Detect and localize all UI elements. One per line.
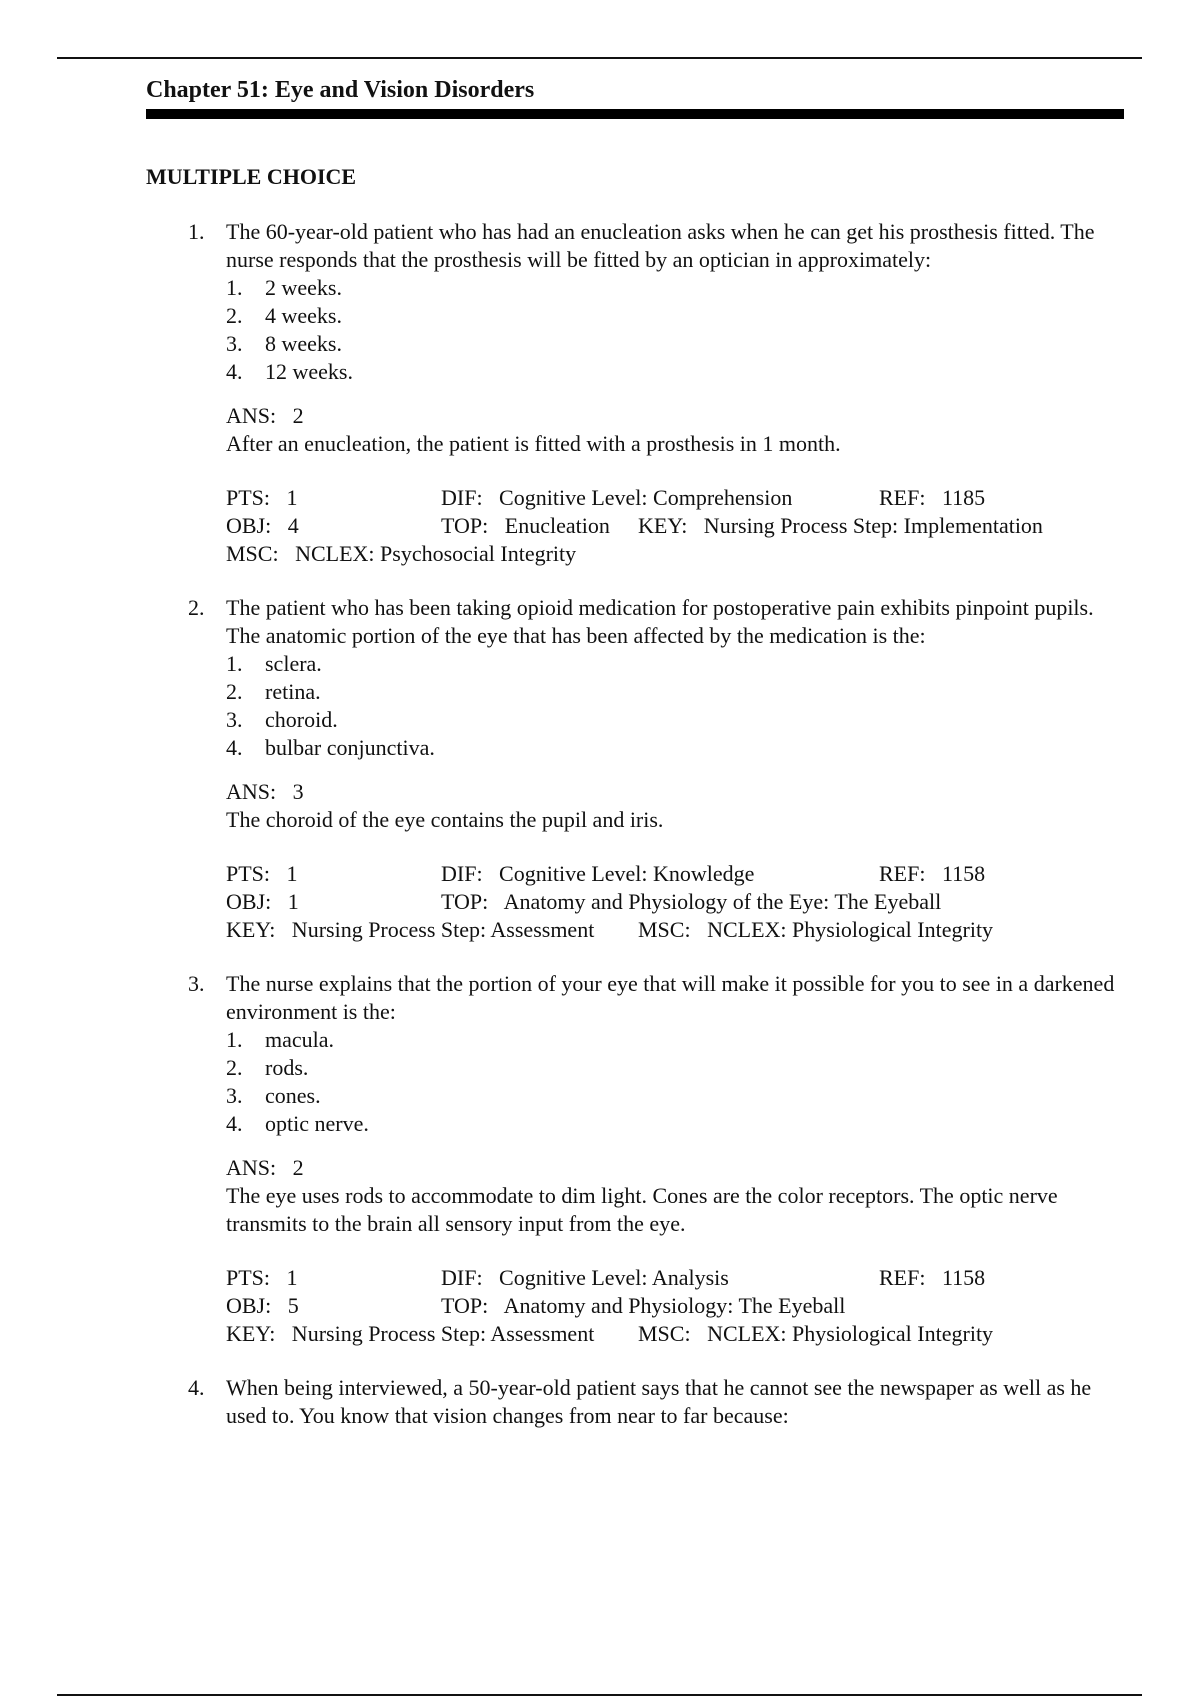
answer-options xyxy=(226,650,1124,762)
option-number: 2. xyxy=(226,679,243,704)
option-item xyxy=(226,358,1124,386)
document-page xyxy=(146,73,1124,1430)
meta-row xyxy=(226,1320,1124,1348)
meta-key: KEY: Nursing Process Step: Implementation xyxy=(638,513,1043,538)
meta-obj: OBJ: 1 xyxy=(226,889,299,914)
option-item xyxy=(226,678,1124,706)
answer-key: ANS: 2 xyxy=(226,1155,304,1180)
chapter-title: Chapter 51: Eye and Vision Disorders xyxy=(146,77,535,103)
meta-msc: MSC: NCLEX: Physiological Integrity xyxy=(638,1321,994,1346)
meta-pts: PTS: 1 xyxy=(226,485,298,510)
meta-pts: PTS: 1 xyxy=(226,861,298,886)
option-number: 3. xyxy=(226,331,243,356)
option-item xyxy=(226,1026,1124,1054)
title-underline-bar xyxy=(146,109,1124,119)
option-item xyxy=(226,706,1124,734)
meta-top: TOP: Enucleation xyxy=(441,513,610,538)
option-item xyxy=(226,274,1124,302)
option-item xyxy=(226,1054,1124,1082)
meta-key: KEY: Nursing Process Step: Assessment xyxy=(226,917,595,942)
question-metadata xyxy=(226,484,1124,568)
meta-top: TOP: Anatomy and Physiology: The Eyeball xyxy=(441,1293,846,1318)
option-number: 2. xyxy=(226,1055,243,1080)
meta-dif: DIF: Cognitive Level: Comprehension xyxy=(441,485,793,510)
meta-ref: REF: 1158 xyxy=(879,1265,986,1290)
question-metadata xyxy=(226,860,1124,944)
meta-top: TOP: Anatomy and Physiology of the Eye: The Eyeball xyxy=(441,889,942,914)
question-4 xyxy=(146,1374,1124,1430)
option-text: sclera. xyxy=(265,651,322,676)
meta-pts: PTS: 1 xyxy=(226,1265,298,1290)
meta-obj: OBJ: 5 xyxy=(226,1293,299,1318)
option-item xyxy=(226,302,1124,330)
question-metadata xyxy=(226,1264,1124,1348)
option-text: 12 weeks. xyxy=(265,359,353,384)
question-1 xyxy=(146,218,1124,568)
question-stem: The patient who has been taking opioid medication for postoperative pain exhibits pinpoint pupils. The anatomic portion of the eye that has been affected by the medication is the: xyxy=(226,595,1094,648)
option-item xyxy=(226,734,1124,762)
meta-msc: MSC: NCLEX: Psychosocial Integrity xyxy=(226,541,577,566)
option-text: rods. xyxy=(265,1055,309,1080)
option-item xyxy=(226,1110,1124,1138)
meta-key: KEY: Nursing Process Step: Assessment xyxy=(226,1321,595,1346)
option-number: 1. xyxy=(226,1027,243,1052)
option-number: 4. xyxy=(226,1111,243,1136)
option-text: 2 weeks. xyxy=(265,275,342,300)
option-text: macula. xyxy=(265,1027,335,1052)
option-text: retina. xyxy=(265,679,321,704)
option-number: 2. xyxy=(226,303,243,328)
meta-dif: DIF: Cognitive Level: Knowledge xyxy=(441,861,755,886)
answer-key: ANS: 2 xyxy=(226,403,304,428)
meta-row xyxy=(226,860,1124,888)
meta-row xyxy=(226,540,1124,568)
answer-block xyxy=(226,1154,1124,1238)
section-heading: MULTIPLE CHOICE xyxy=(146,164,357,189)
meta-ref: REF: 1185 xyxy=(879,485,986,510)
bottom-rule xyxy=(57,1694,1142,1696)
question-number: 1. xyxy=(188,219,205,244)
option-number: 3. xyxy=(226,1083,243,1108)
question-stem: The 60-year-old patient who has had an enucleation asks when he can get his prosthesis fitted. The nurse responds that the prosthesis will be fitted by an optician in approximately: xyxy=(226,219,1095,272)
option-number: 1. xyxy=(226,275,243,300)
option-text: 4 weeks. xyxy=(265,303,342,328)
option-item xyxy=(226,1082,1124,1110)
rationale: The eye uses rods to accommodate to dim light. Cones are the color receptors. The optic nerve transmits to the brain all sensory input from the eye. xyxy=(226,1183,1058,1236)
meta-ref: REF: 1158 xyxy=(879,861,986,886)
question-2 xyxy=(146,594,1124,944)
option-text: choroid. xyxy=(265,707,338,732)
option-text: cones. xyxy=(265,1083,321,1108)
rationale: After an enucleation, the patient is fitted with a prosthesis in 1 month. xyxy=(226,431,841,456)
option-number: 4. xyxy=(226,735,243,760)
question-number: 4. xyxy=(188,1375,205,1400)
meta-row xyxy=(226,512,1124,540)
option-text: 8 weeks. xyxy=(265,331,342,356)
answer-block xyxy=(226,778,1124,834)
meta-dif: DIF: Cognitive Level: Analysis xyxy=(441,1265,729,1290)
option-number: 3. xyxy=(226,707,243,732)
option-number: 4. xyxy=(226,359,243,384)
option-item xyxy=(226,650,1124,678)
question-number: 2. xyxy=(188,595,205,620)
meta-row xyxy=(226,1264,1124,1292)
meta-msc: MSC: NCLEX: Physiological Integrity xyxy=(638,917,994,942)
option-item xyxy=(226,330,1124,358)
question-stem: The nurse explains that the portion of your eye that will make it possible for you to see in a darkened environment is the: xyxy=(226,971,1115,1024)
option-text: bulbar conjunctiva. xyxy=(265,735,435,760)
question-3 xyxy=(146,970,1124,1348)
answer-options xyxy=(226,1026,1124,1138)
answer-block xyxy=(226,402,1124,458)
meta-row xyxy=(226,916,1124,944)
answer-key: ANS: 3 xyxy=(226,779,304,804)
top-rule xyxy=(57,57,1142,59)
option-number: 1. xyxy=(226,651,243,676)
question-stem: When being interviewed, a 50-year-old patient says that he cannot see the newspaper as well as he used to. You know that vision changes from near to far because: xyxy=(226,1375,1092,1428)
option-text: optic nerve. xyxy=(265,1111,369,1136)
meta-row xyxy=(226,1292,1124,1320)
rationale: The choroid of the eye contains the pupil and iris. xyxy=(226,807,664,832)
meta-row xyxy=(226,888,1124,916)
meta-row xyxy=(226,484,1124,512)
meta-obj: OBJ: 4 xyxy=(226,513,299,538)
question-number: 3. xyxy=(188,971,205,996)
answer-options xyxy=(226,274,1124,386)
